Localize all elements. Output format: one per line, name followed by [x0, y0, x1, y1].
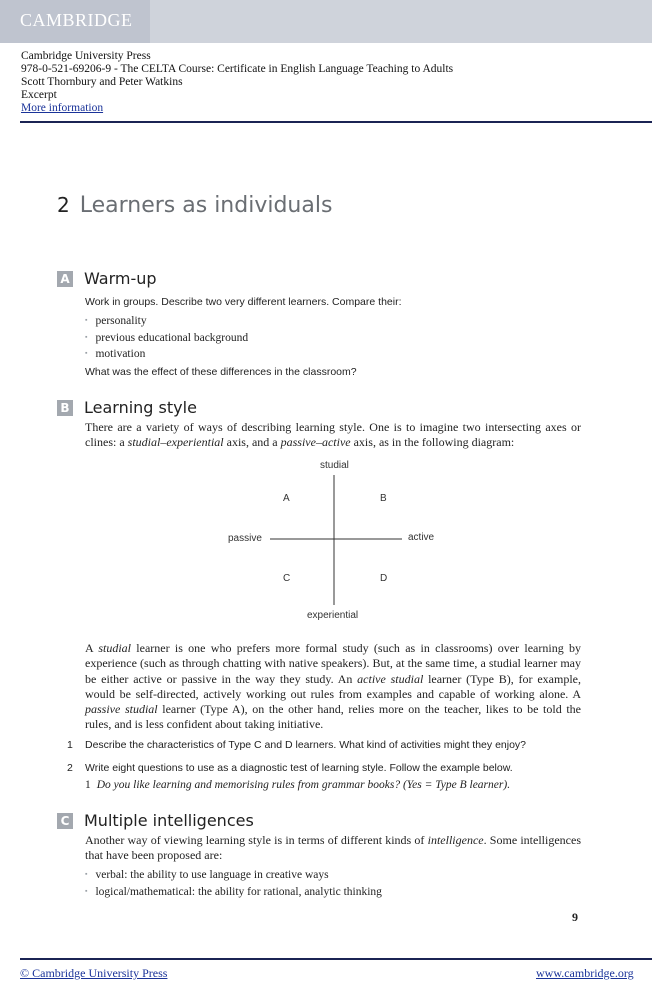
term-studial: studial	[98, 641, 131, 655]
quadrant-b-label: B	[380, 493, 387, 504]
isbn-title-line: 978-0-521-69206-9 - The CELTA Course: Certificate in English Language Teaching to Adults	[21, 63, 454, 75]
section-a-badge: A	[57, 271, 73, 287]
term-passive-studial: passive studial	[85, 702, 158, 717]
more-information-link[interactable]: More information	[21, 102, 104, 114]
task-number: 1	[67, 739, 73, 751]
text-run: learner (Type B), for example, would be self-directed, actively working out rules from examples and capable of working alone. A	[85, 671, 581, 701]
task-item	[67, 739, 526, 751]
section-c-bullet-list	[85, 867, 382, 900]
section-c-heading	[57, 811, 254, 830]
axis-label-passive: passive	[228, 533, 262, 544]
section-b-badge: B	[57, 400, 73, 416]
section-a-heading	[57, 269, 157, 288]
list-item: ▪ logical/mathematical: the ability for rational, analytic thinking	[85, 884, 382, 901]
book-metadata	[21, 50, 453, 115]
header-divider	[20, 121, 652, 123]
example-number: 1	[85, 779, 91, 791]
task-number: 2	[67, 762, 73, 774]
copyright-text: © Cambridge University Press	[20, 966, 168, 980]
task-item	[67, 762, 513, 774]
quadrant-c-label: C	[283, 573, 291, 584]
task-text: Describe the characteristics of Type C and D learners. What kind of activities might they enjoy?	[85, 739, 527, 751]
learning-style-axes-diagram	[220, 455, 450, 625]
text-run: learner is one who prefers more formal study (such as in classrooms) over learning by experience (such as through chatting with native speakers). But, at the same time, a studial learner may be either active or passive in the way they study. An	[85, 641, 581, 686]
chapter-number: 2	[57, 193, 70, 217]
list-item: ▪ verbal: the ability to use language in creative ways	[85, 867, 382, 884]
section-b-paragraph	[85, 641, 581, 733]
section-b-heading	[57, 398, 197, 417]
publisher-line: Cambridge University Press	[21, 50, 151, 62]
section-a-bullet-list	[85, 313, 248, 363]
term-passive-active: passive–active	[280, 435, 351, 450]
section-c-title: Multiple intelligences	[84, 811, 254, 830]
task-text: Write eight questions to use as a diagnostic test of learning style. Follow the example below.	[85, 762, 513, 774]
brand-logo-box[interactable]	[0, 0, 150, 43]
text-run: axis, as in the following diagram:	[350, 435, 515, 450]
text-run: . Some intelligences that have been proposed are:	[85, 833, 581, 863]
chapter-heading	[57, 193, 332, 218]
axis-label-experiential: experiential	[307, 610, 359, 621]
quadrant-d-label: D	[380, 573, 388, 584]
section-c-badge: C	[57, 813, 73, 829]
section-b-title: Learning style	[84, 398, 197, 417]
cambridge-logo: CAMBRIDGE	[20, 10, 133, 30]
term-active-studial: active studial	[357, 671, 424, 686]
term-intelligence: intelligence	[427, 833, 484, 847]
axis-label-active: active	[408, 532, 435, 543]
chapter-title: Learners as individuals	[79, 193, 333, 218]
text-run: Another way of viewing learning style is in terms of different kinds of	[85, 833, 428, 847]
section-a-title: Warm-up	[84, 269, 157, 288]
quadrant-a-label: A	[283, 493, 290, 504]
excerpt-line: Excerpt	[21, 89, 57, 101]
website-link[interactable]: www.cambridge.org	[536, 966, 634, 980]
term-studial-experiential: studial–experiential	[127, 435, 224, 450]
copyright-link[interactable]	[20, 966, 167, 981]
list-item: ▪ motivation	[85, 346, 248, 363]
list-item: ▪ previous educational background	[85, 330, 248, 347]
axis-label-studial: studial	[320, 460, 349, 471]
authors-line: Scott Thornbury and Peter Watkins	[21, 76, 183, 88]
text-run: A	[85, 641, 99, 655]
example-text: Do you like learning and memorising rules from grammar books? (Yes = Type B learner).	[96, 779, 511, 791]
section-c-paragraph	[85, 833, 581, 864]
list-item: ▪ personality	[85, 313, 248, 330]
text-run: There are a variety of ways of describing learning style. One is to imagine two intersecting axes or clines: a	[85, 420, 581, 450]
section-b-intro	[85, 420, 581, 451]
text-run: axis, and a	[223, 435, 281, 450]
page-number: 9	[572, 910, 578, 924]
footer-divider	[20, 958, 652, 960]
text-run: learner (Type A), on the other hand, relies more on the teacher, likes to be told the rules, and is less confident about taking initiative.	[85, 702, 582, 732]
example-question	[85, 779, 510, 791]
section-a-question: What was the effect of these differences in the classroom?	[85, 366, 357, 378]
section-a-instruction: Work in groups. Describe two very different learners. Compare their:	[85, 296, 402, 308]
